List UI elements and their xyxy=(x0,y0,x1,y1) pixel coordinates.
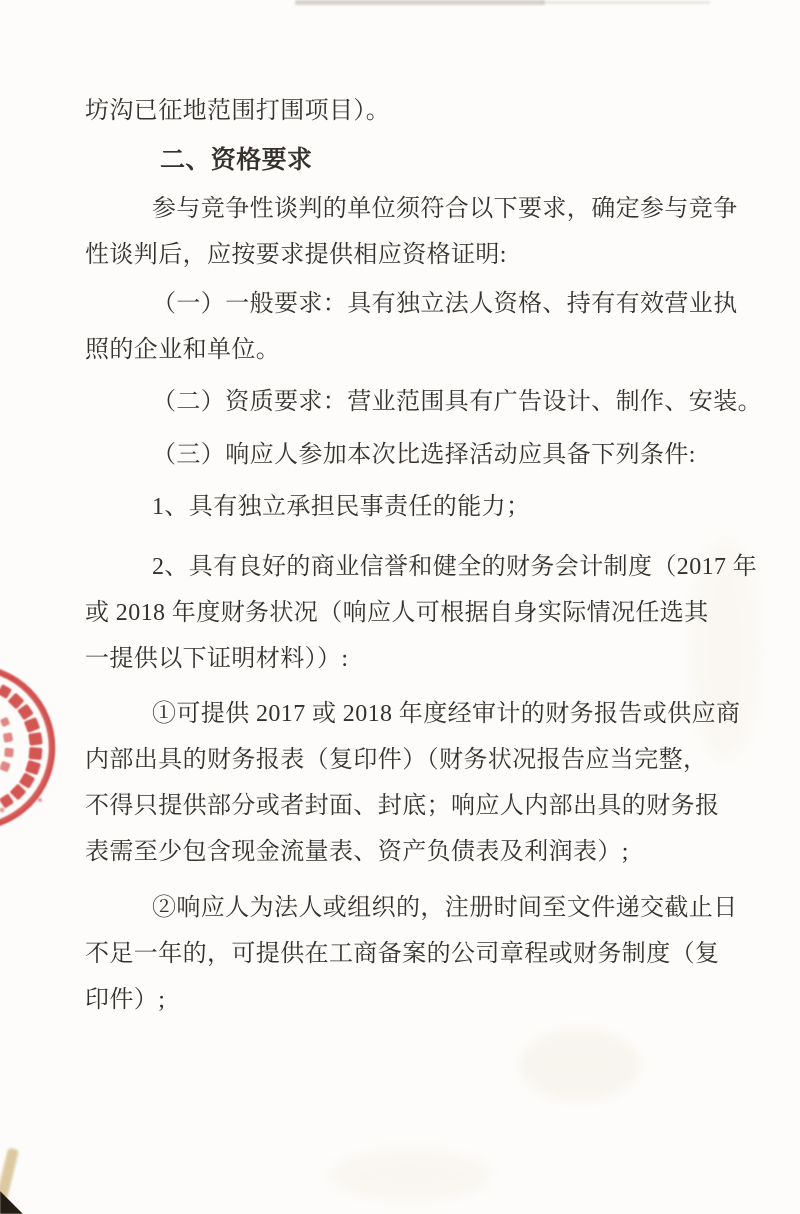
condition-1-civil-liability xyxy=(85,484,765,530)
scan-artifact-corner-streak xyxy=(0,1147,19,1200)
text-line: 参与竞争性谈判的单位须符合以下要求，确定参与竞争 xyxy=(152,196,738,222)
document-body xyxy=(85,88,765,1023)
item-2-qualification-requirement xyxy=(85,379,765,425)
heading-section-2-qualification-requirements xyxy=(85,138,765,184)
text-line: 表需至少包含现金流量表、资产负债表及利润表）; xyxy=(85,839,629,865)
text-line: （三）响应人参加本次比选择活动应具备下列条件: xyxy=(152,442,696,468)
para-intro-negotiation-requirements xyxy=(85,186,765,278)
text-line: 性谈判后，应按要求提供相应资格证明: xyxy=(85,242,507,268)
text-line: 一提供以下证明材料））: xyxy=(85,646,349,672)
text-line: （二）资质要求：营业范围具有广告设计、制作、安装。 xyxy=(152,389,762,415)
paper-smudge xyxy=(520,1030,640,1100)
text-line: 1、具有独立承担民事责任的能力； xyxy=(152,494,531,520)
para-continuation-project-name xyxy=(85,88,765,134)
text-line: 2、具有良好的商业信誉和健全的财务会计制度（2017 年 xyxy=(152,554,758,580)
text-line: 不得只提供部分或者封面、封底；响应人内部出具的财务报 xyxy=(85,793,720,819)
text-line: 二、资格要求 xyxy=(160,147,313,174)
text-line: 坊沟已征地范围打围项目）。 xyxy=(85,98,391,124)
option-2-company-charter xyxy=(85,885,765,1023)
text-line: 照的企业和单位。 xyxy=(85,337,281,363)
text-line: ②响应人为法人或组织的，注册时间至文件递交截止日 xyxy=(152,895,738,921)
item-3-respondent-conditions xyxy=(85,432,765,478)
condition-2-financial-accounting xyxy=(85,544,765,682)
text-line: 印件）; xyxy=(85,987,166,1013)
text-line: 或 2018 年度财务状况（响应人可根据自身实际情况任选其 xyxy=(85,600,709,626)
scan-artifact-top-edge-2 xyxy=(540,1,710,4)
option-1-audited-financial-report xyxy=(85,691,765,875)
paper-smudge xyxy=(330,1150,490,1200)
scan-artifact-top-edge xyxy=(295,0,545,5)
item-1-general-requirement xyxy=(85,281,765,373)
text-line: ①可提供 2017 或 2018 年度经审计的财务报告或供应商 xyxy=(152,701,741,727)
text-line: 不足一年的，可提供在工商备案的公司章程或财务制度（复 xyxy=(85,941,720,967)
text-line: （一）一般要求：具有独立法人资格、持有有效营业执 xyxy=(152,291,738,317)
text-line: 内部出具的财务报表（复印件）（财务状况报告应当完整， xyxy=(85,747,708,773)
